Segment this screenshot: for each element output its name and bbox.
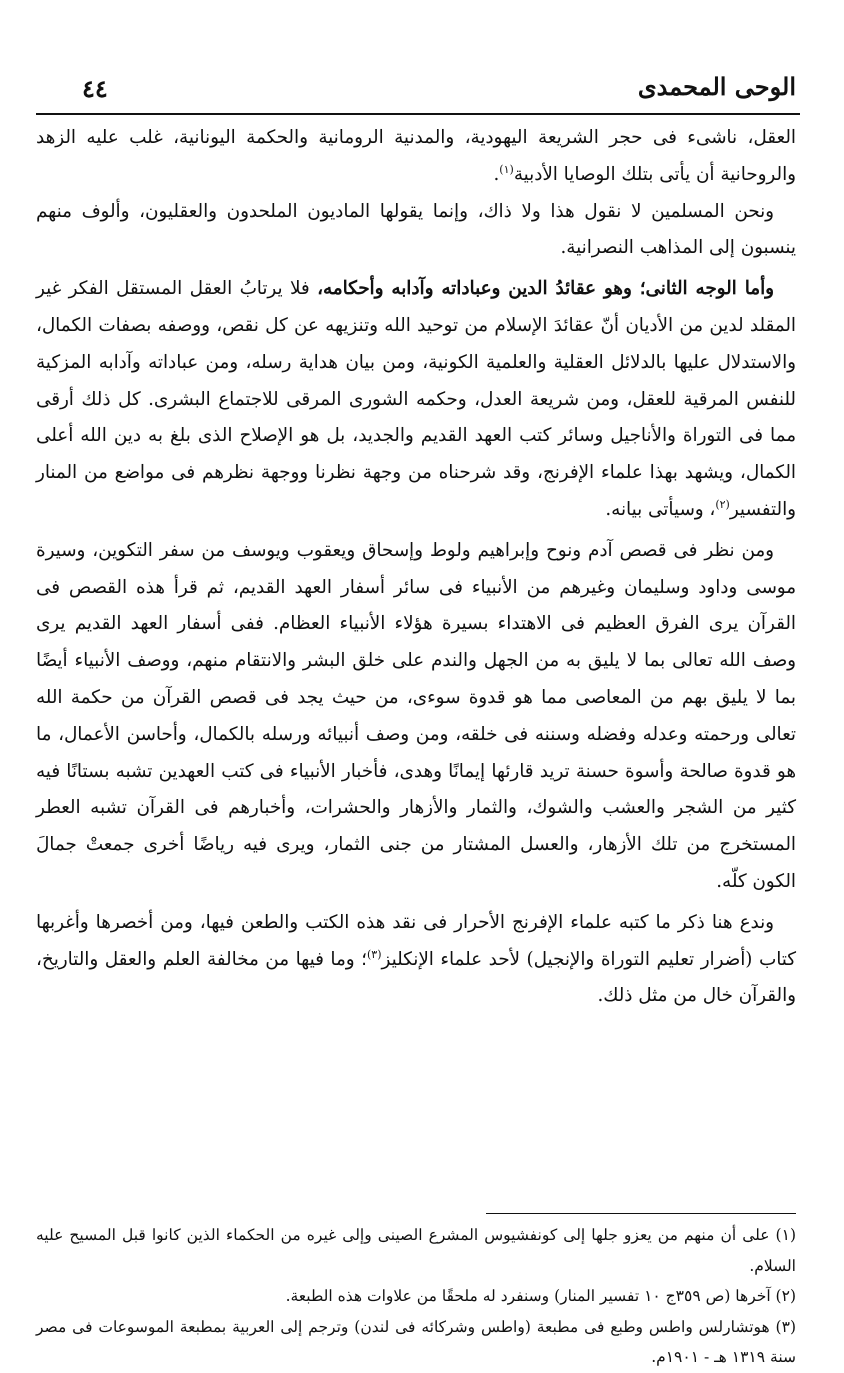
footnote-3: (٣) هوتشارلس واطس وطبع فى مطبعة (واطس وشركائه فى لندن) وترجم إلى العربية بمطبعة الموسوعات فى مصر سنة ١٣١٩ هـ - ١٩٠١م.: [36, 1317, 796, 1366]
header-rule: [36, 113, 800, 115]
footnote-1: (١) على أن منهم من يعزو جلها إلى كونفشيوس المشرع الصينى وإلى غيره من الحكماء الذين كانوا قبل المسيح عليه السلام.: [36, 1226, 797, 1275]
footnote-ref-1: (١): [499, 162, 514, 176]
footnote-ref-2: (٢): [715, 497, 730, 511]
paragraph-5-text: وندع هنا ذكر ما كتبه علماء الإفرنج الأحرار فى نقد هذه الكتب والطعن فيها، ومن أخصرها وأغربها كتاب (أضرار تعليم التوراة والإنجيل) لأحد علماء الإنكليز: [36, 911, 796, 970]
running-title: الوحى المحمدى: [637, 72, 796, 101]
paragraph-3-text: فلا يرتابُ العقل المستقل الفكر غير المقلد لدين من الأديان أنّ عقائدَ الإسلام من توحيد الله وتنزيهه عن كل نقص، ووصفه بصفات الكمال، والاستدلال عليها بالدلائل العقلية والعلمية الكونية، ومن بيان هداية رسله، ومن عباداته وآدابه المزكية للنفس المرقية للعقل، ومن شريعة العدل، وحكمه الشورى المرقى للاجتماع البشرى. كل ذلك أرقى مما فى التوراة والأناجيل وسائر كتب العهد القديم والجديد، بل هو الإصلاح الذى بلغ به دين الله أعلى الكمال، ويشهد بهذا علماء الإفرنج، وقد شرحناه من وجهة نظرنا ووجهة نظرهم فى مواضع من المنار والتفسير: [36, 278, 796, 520]
paragraph-1-tail: .: [493, 163, 500, 185]
footnote-ref-3: (٣): [366, 947, 382, 961]
paragraph-5: [36, 905, 796, 1015]
footnote-rule: [486, 1213, 796, 1214]
paragraph-3: [36, 271, 796, 529]
paragraph-4: ومن نظر فى قصص آدم ونوح وإبراهيم ولوط وإسحاق ويعقوب ويوسف من سفر التكوين، وسيرة موسى وداود وسليمان وغيرهم من الأنبياء فى سائر أسفار العهد القديم، ثم قرأ هذه القصص فى القرآن يرى الفرق العظيم فى الاهتداء بسيرة هؤلاء الأنبياء العظام. ففى أسفار العهد القديم يرى وصف الله تعالى بما لا يليق به من الجهل والندم على خلق البشر والانتقام منهم، ووصف الأنبياء أيضًا بما لا يليق بهم من المعاصى مما هو قدوة سوءى، من حيث يجد فى قصص القرآن من حكمة الله تعالى ورحمته وعدله وفضله وسننه فى خلقه، ومن وصف أنبيائه ورسله بالكمال، وأحاسن الأعمال، ما هو قدوة صالحة وأسوة حسنة تريد قارئها إيمانًا وهدى، فأخبار الأنبياء فى كتب العهدين تشبه بستانًا فيه كثير من الشجر والعشب والشوك، والثمار والأزهار والحشرات، وأخبارهم فى القرآن تشبه العطر المستخرج من تلك الأزهار، والعسل المشتار من جنى الثمار، ويرى فيه رياضًا أخرى جمعتْ جمالَ الكون كلّه.: [36, 539, 796, 892]
paragraph-5-tail: ؛ وما فيها من مخالفة العلم والعقل والتاريخ، والقرآن خال من مثل ذلك.: [36, 948, 796, 1007]
footnotes: [36, 1220, 796, 1373]
paragraph-1-text: العقل، ناشىء فى حجر الشريعة اليهودية، والمدنية الرومانية والحكمة اليونانية، غلب عليه الزهد والروحانية أن يأتى بتلك الوصايا الأدبية: [36, 127, 796, 185]
paragraph-1: [36, 120, 796, 194]
page-number: ٤٤: [82, 74, 108, 103]
paragraph-3-tail: ، وسيأتى بيانه.: [605, 498, 716, 520]
paragraph-3-lead: وأما الوجه الثانى؛ وهو عقائدُ الدين وعباداته وآدابه وأحكامه،: [317, 278, 774, 300]
footnote-2: (٢) آخرها (ص ٣٥٩ج ١٠ تفسير المنار) وسنفرد له ملحقًا من علاوات هذه الطبعة.: [285, 1287, 796, 1305]
body-text: [36, 120, 796, 1015]
paragraph-2: ونحن المسلمين لا نقول هذا ولا ذاك، وإنما يقولها الماديون الملحدون والعقليون، وألوف منهم ينسبون إلى المذاهب النصرانية.: [36, 200, 796, 259]
